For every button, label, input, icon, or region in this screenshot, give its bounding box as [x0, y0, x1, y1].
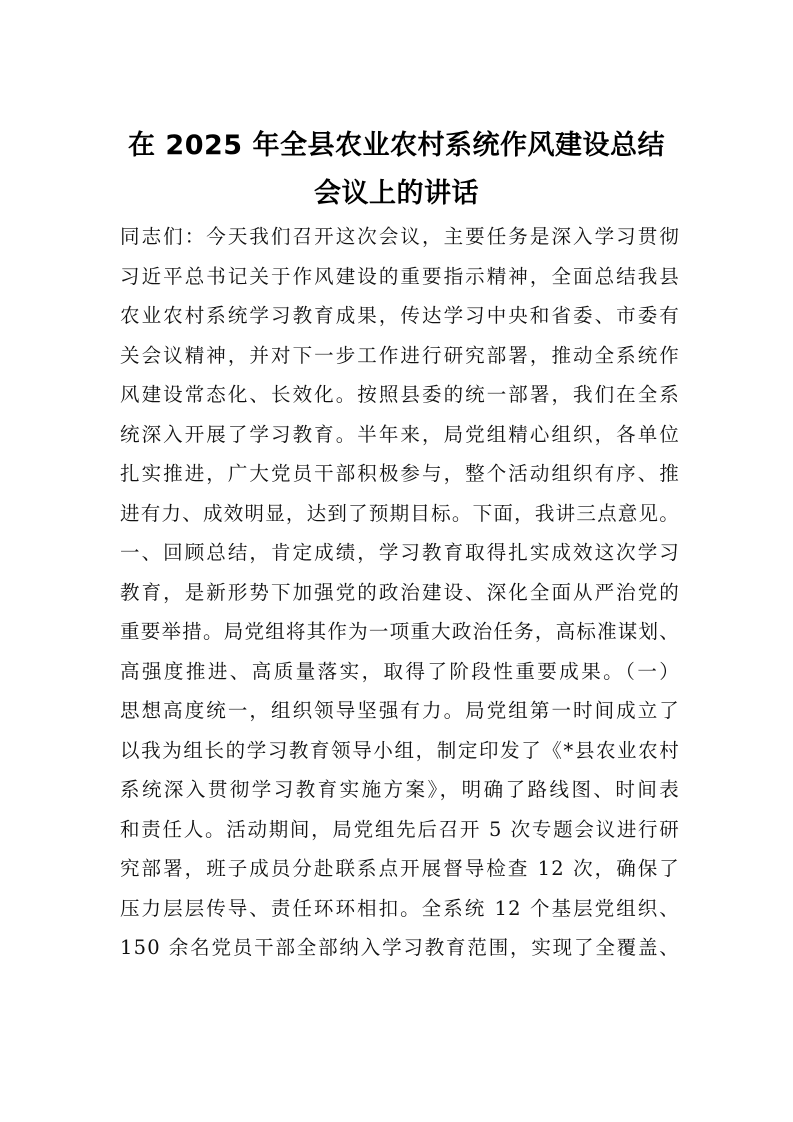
body-line: 和责任人。活动期间，局党组先后召开 5 次专题会议进行研 — [120, 817, 680, 841]
body-line: 高强度推进、高质量落实，取得了阶段性重要成果。（一） — [120, 659, 680, 683]
title-line-2: 会议上的讲话 — [314, 178, 479, 209]
body-line: 扎实推进，广大党员干部积极参与，整个活动组织有序、推 — [120, 462, 680, 485]
body-line: 思想高度统一，组织领导坚强有力。局党组第一时间成立了 — [120, 699, 680, 722]
body-line: 以我为组长的学习教育领导小组，制定印发了《*县农业农村 — [120, 738, 680, 762]
document-title — [100, 122, 693, 218]
title-line-1: 在 2025 年全县农业农村系统作风建设总结 — [128, 130, 665, 161]
body-line: 系统深入贯彻学习教育实施方案》，明确了路线图、时间表 — [120, 778, 680, 801]
body-line: 150 余名党员干部全部纳入学习教育范围，实现了全覆盖、 — [120, 936, 680, 959]
document-body — [120, 217, 680, 968]
body-line: 关会议精神，并对下一步工作进行研究部署，推动全系统作 — [120, 343, 680, 367]
body-line: 统深入开展了学习教育。半年来，局党组精心组织，各单位 — [120, 422, 680, 446]
body-line: 同志们：今天我们召开这次会议，主要任务是深入学习贯彻 — [120, 225, 680, 248]
body-line: 农业农村系统学习教育成果，传达学习中央和省委、市委有 — [120, 304, 680, 327]
body-line: 压力层层传导、责任环环相扣。全系统 12 个基层党组织、 — [120, 896, 680, 920]
body-line: 教育，是新形势下加强党的政治建设、深化全面从严治党的 — [120, 580, 680, 604]
body-line: 进有力、成效明显，达到了预期目标。下面，我讲三点意见。 — [120, 501, 680, 525]
body-line: 一、回顾总结，肯定成绩，学习教育取得扎实成效这次学习 — [120, 541, 680, 564]
body-line: 重要举措。局党组将其作为一项重大政治任务，高标准谋划、 — [120, 620, 680, 643]
body-line: 习近平总书记关于作风建设的重要指示精神，全面总结我县 — [120, 264, 680, 288]
body-line: 风建设常态化、长效化。按照县委的统一部署，我们在全系 — [120, 383, 680, 406]
body-line: 究部署，班子成员分赴联系点开展督导检查 12 次，确保了 — [120, 857, 680, 880]
